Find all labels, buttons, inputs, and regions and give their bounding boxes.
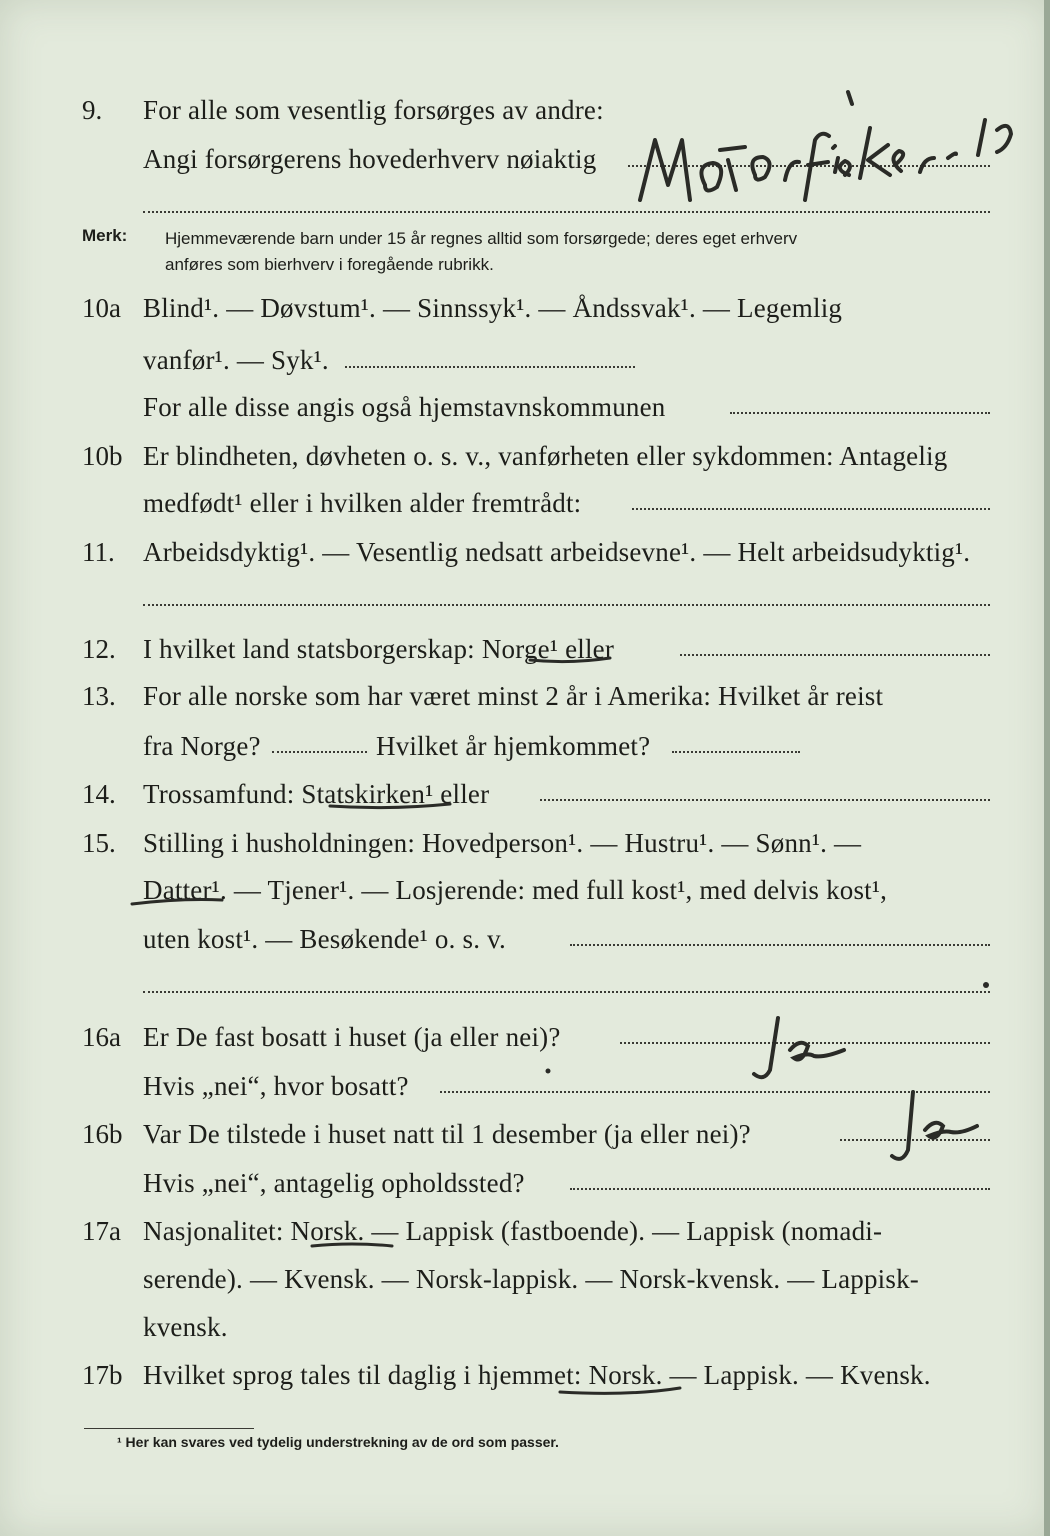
q17a-number: 17a	[82, 1216, 121, 1246]
q13-line2b: Hvilket år hjemkommet?	[376, 731, 651, 761]
merk-label: Merk:	[82, 226, 128, 245]
q15-line2: Datter¹. — Tjener¹. — Losjerende: med full kost¹, med delvis kost¹,	[143, 875, 888, 905]
underline-norge	[530, 658, 610, 662]
q10a-line1: Blind¹. — Døvstum¹. — Sinnssyk¹. — Åndssvak¹. — Legemlig	[143, 293, 843, 323]
q12-number: 12.	[82, 634, 116, 664]
q10a-number: 10a	[82, 293, 121, 323]
q13-line2a: fra Norge?	[143, 731, 261, 761]
q9-line1: For alle som vesentlig forsørges av andre:	[143, 95, 604, 125]
q16a-line2: Hvis „nei“, hvor bosatt?	[143, 1071, 409, 1101]
q17a-line2: serende). — Kvensk. — Norsk-lappisk. — Norsk-kvensk. — Lappisk-	[143, 1264, 919, 1294]
q12-line1: I hvilket land statsborgerskap: Norge¹ eller	[143, 634, 615, 664]
q10a-line3: For alle disse angis også hjemstavnskommunen	[143, 392, 666, 422]
q10b-number: 10b	[82, 441, 123, 471]
q15-line3: uten kost¹. — Besøkende¹ o. s. v.	[143, 924, 507, 954]
q16a-number: 16a	[82, 1022, 121, 1052]
q14-line1: Trossamfund: Statskirken¹ eller	[143, 779, 490, 809]
q16b-line1: Var De tilstede i huset natt til 1 desember (ja eller nei)?	[143, 1119, 751, 1149]
underline-norsk-17b	[560, 1388, 680, 1393]
q9-number: 9.	[82, 95, 103, 125]
q14-number: 14.	[82, 779, 116, 809]
ink-dot	[983, 982, 989, 988]
q16b-line2: Hvis „nei“, antagelig opholdssted?	[143, 1168, 525, 1198]
handwritten-ja-16b	[892, 1092, 977, 1159]
merk-line1: Hjemmeværende barn under 15 år regnes alltid som forsørgede; deres eget erhverv	[165, 229, 798, 248]
merk-line2: anføres som bierhverv i foregående rubrikk.	[165, 255, 494, 274]
q10a-line2: vanfør¹. — Syk¹.	[143, 345, 329, 375]
q17b-line1: Hvilket sprog tales til daglig i hjemmet: Norsk. — Lappisk. — Kvensk.	[143, 1360, 931, 1390]
q10b-line2: medfødt¹ eller i hvilken alder fremtrådt:	[143, 488, 582, 518]
q17a-line3: kvensk.	[143, 1312, 228, 1342]
q17b-number: 17b	[82, 1360, 123, 1390]
q11-line1: Arbeidsdyktig¹. — Vesentlig nedsatt arbeidsevne¹. — Helt arbeidsudyktig¹.	[143, 537, 971, 567]
q15-number: 15.	[82, 828, 116, 858]
q10b-line1: Er blindheten, døvheten o. s. v., vanførheten eller sykdommen: Antagelig	[143, 441, 948, 471]
footnote: ¹ Her kan svares ved tydelig understrekning av de ord som passer.	[117, 1434, 559, 1450]
q13-number: 13.	[82, 681, 116, 711]
q17a-line1: Nasjonalitet: Norsk. — Lappisk (fastboende). — Lappisk (nomadi-	[143, 1216, 883, 1246]
q13-line1: For alle norske som har været minst 2 år i Amerika: Hvilket år reist	[143, 681, 884, 711]
q15-line1: Stilling i husholdningen: Hovedperson¹. — Hustru¹. — Sønn¹. —	[143, 828, 862, 858]
underline-statskirken	[330, 804, 450, 808]
q16a-line1: Er De fast bosatt i huset (ja eller nei)?	[143, 1022, 561, 1052]
q9-line2: Angi forsørgerens hovederhverv nøiaktig	[143, 144, 597, 174]
handwritten-motorfisker	[640, 92, 1011, 200]
answer-underlines	[132, 658, 680, 1393]
underline-datter	[132, 900, 222, 905]
ink-dot	[546, 1069, 551, 1074]
q16b-number: 16b	[82, 1119, 123, 1149]
q11-number: 11.	[82, 537, 115, 567]
underline-norsk-17a	[312, 1244, 392, 1246]
handwritten-ja-16a	[754, 1018, 844, 1077]
